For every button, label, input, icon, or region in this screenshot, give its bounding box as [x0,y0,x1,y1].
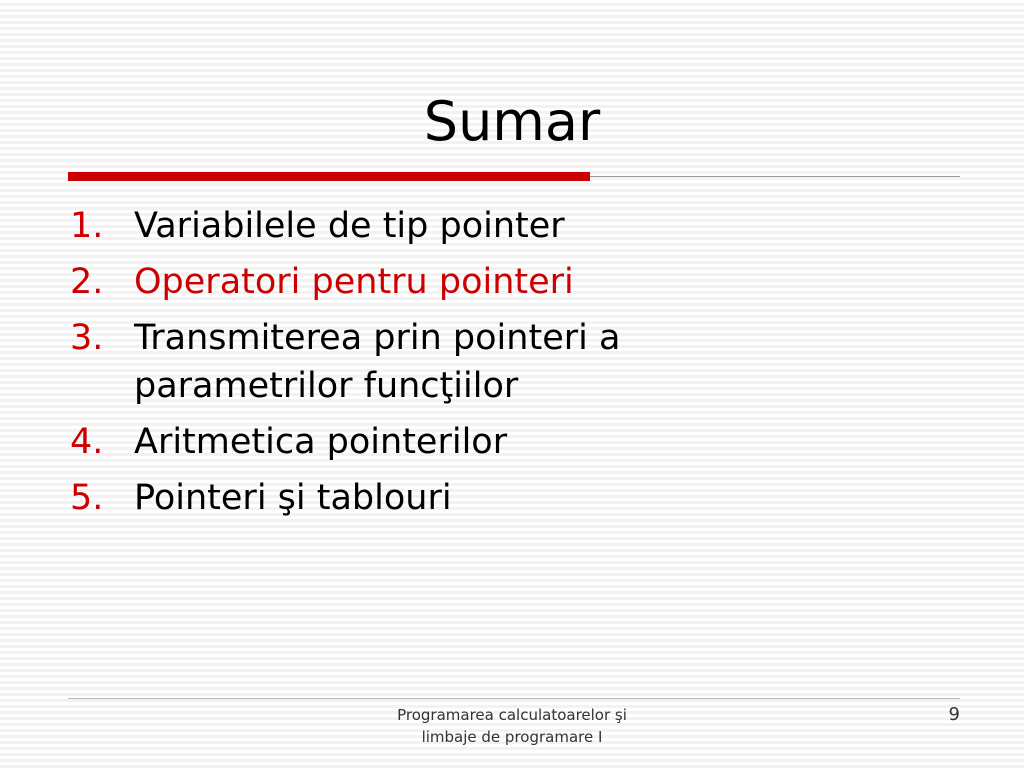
list-item-label: Transmiterea prin pointeri a parametrilor funcţiilor [134,318,621,406]
list-item [70,202,970,250]
list-item-number: 2. [70,262,104,302]
footer-text-line-1: Programarea calculatoarelor şi [397,706,627,724]
list-item-label: Operatori pentru pointeri [134,262,574,302]
list-item-number: 5. [70,478,104,518]
summary-list [70,202,970,522]
list-item-label: Variabilele de tip pointer [134,206,565,246]
footer-divider [68,698,960,699]
list-item [70,258,970,306]
list-item [70,314,970,410]
list-item [70,474,970,522]
page-title: Sumar [423,90,601,153]
title-accent-bar [68,172,590,181]
list-item-label: Pointeri şi tablouri [134,478,452,518]
list-item-label: Aritmetica pointerilor [134,422,508,462]
content-area [70,202,970,530]
footer-text-line-2: limbaje de programare I [421,728,603,746]
list-item-number: 3. [70,318,104,358]
footer-text [292,704,732,748]
list-item [70,418,970,466]
list-item-number: 4. [70,422,104,462]
list-item-number: 1. [70,206,104,246]
page-number: 9 [948,704,960,725]
